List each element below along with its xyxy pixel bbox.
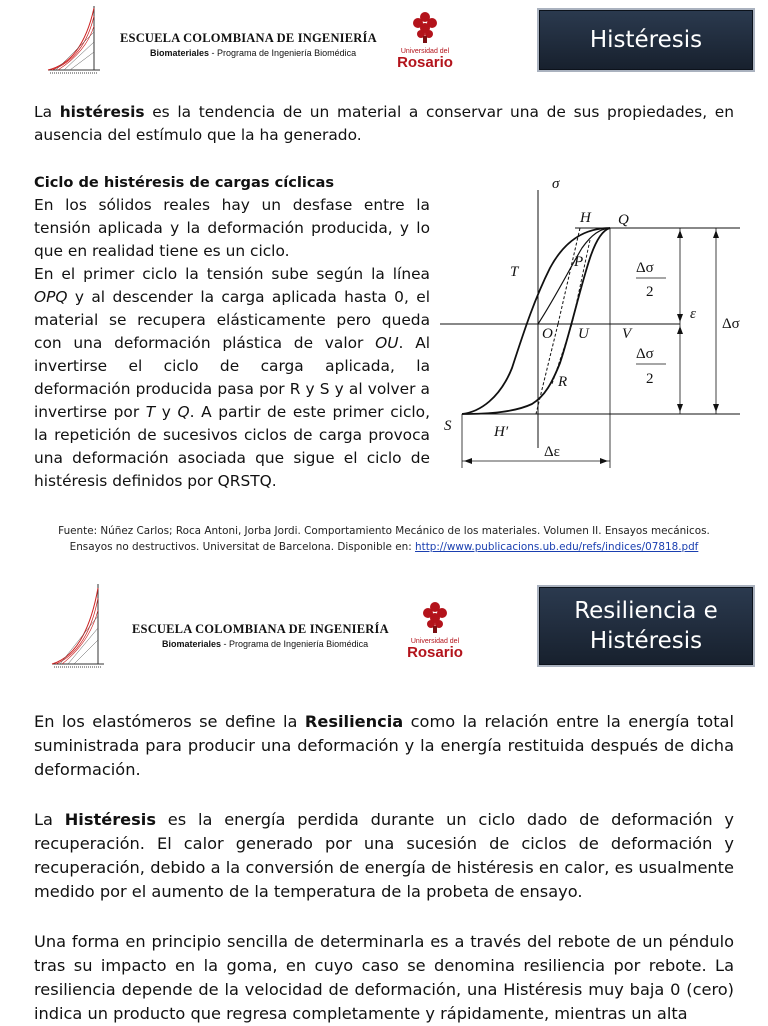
- source-line2: Ensayos no destructivos. Universitat de Barcelona. Disponible en: http://www.publicacions.ub.edu/refs/indices/07818.pdf: [69, 541, 699, 553]
- rosario-crest-icon: [394, 8, 456, 44]
- hysteresis-diagram: [440, 168, 760, 478]
- rosario-logo-2: Universidad del Rosario: [404, 598, 466, 660]
- escuela-logo: [42, 2, 104, 74]
- resiliencia-paragraph: En los elastómeros se define la Resiliencia como la relación entre la energía total suministrada para producir una deformación y la energía restituida después de dicha deformación.: [34, 712, 734, 779]
- school-subtitle-bold: Biomateriales: [150, 48, 210, 58]
- slide1-title: Histéresis: [589, 27, 703, 53]
- source-note: [20, 523, 748, 555]
- label-R: R: [558, 374, 568, 390]
- slide2-title-line1: Resiliencia e: [574, 598, 718, 624]
- label-dsigma-half-bot-den: 2: [646, 371, 654, 387]
- para1: En los sólidos reales hay un desfase entre la tensión aplicada y la deformación producida, y lo que en realidad tiene es un ciclo.: [34, 196, 430, 260]
- school-subtitle-2: Biomateriales - Programa de Ingeniería Biomédica: [162, 639, 369, 649]
- source-link[interactable]: http://www.publicacions.ub.edu/refs/indices/07818.pdf: [415, 541, 699, 553]
- slide1-title-box: [537, 8, 755, 72]
- label-S: S: [444, 418, 452, 434]
- school-name: ESCUELA COLOMBIANA DE INGENIERÍA: [120, 31, 377, 45]
- label-Hprime: H′: [494, 424, 509, 440]
- label-sigma: σ: [552, 176, 560, 192]
- loop-lower-curve: [462, 228, 610, 414]
- loop-upper-curve: [462, 228, 610, 414]
- slide2-title-line2: Histéresis: [589, 628, 703, 654]
- label-U: U: [578, 326, 589, 342]
- cycle-description: [34, 194, 430, 493]
- label-dsigma-half-top-den: 2: [646, 284, 654, 300]
- label-dsigma-half-bot-num: Δσ: [636, 346, 654, 362]
- first-loading-curve: [538, 228, 610, 324]
- label-dsigma: Δσ: [722, 316, 740, 332]
- rosario-crest-icon-2: [404, 598, 466, 634]
- source-line1: Fuente: Núñez Carlos; Roca Antoni, Jorba Jordi. Comportamiento Mecánico de los materiales. Volumen II. Ensayos mecánicos.: [58, 525, 710, 537]
- intro-paragraph: La histéresis es la tendencia de un material a conservar una de sus propiedades, en ausencia del estímulo que la ha generado.: [34, 103, 734, 144]
- school-subtitle: [150, 48, 356, 58]
- para2: En el primer ciclo la tensión sube según la línea OPQ y al descender la carga aplicada hasta 0, el material se recupera elásticamente pero queda con una deformación plástica de valor OU. Al invertirse el ciclo de carga aplicada, la deformación producida pasa por R y S y al volver a invertirse por T y Q. A partir de este primer ciclo, la repetición de sucesivos ciclos de carga provoca una deformación asociada que sigue el ciclo de histéresis definidos por QRSTQ.: [34, 265, 430, 490]
- rebote-paragraph: Una forma en principio sencilla de determinarla es a través del rebote de un péndulo tras su impacto en la goma, en cuyo caso se denomina resiliencia por rebote. La resiliencia depende de la velocidad de deformación, una Histéresis muy baja 0 (cero) indica un producto que regresa completamente y rápidamente, mientras un alta: [34, 932, 734, 1023]
- rosario-big-text: Rosario: [397, 54, 453, 71]
- label-dsigma-half-top-num: Δσ: [636, 260, 654, 276]
- slide1-header: [40, 0, 460, 80]
- section-title: Ciclo de histéresis de cargas cíclicas: [34, 174, 335, 191]
- label-H: H: [580, 210, 591, 226]
- slide2-title-box: [537, 585, 755, 667]
- label-Q: Q: [618, 212, 629, 228]
- label-delta-epsilon: Δε: [544, 444, 560, 460]
- rosario-small-text: Universidad del: [400, 48, 450, 55]
- label-epsilon: ε: [690, 306, 696, 322]
- slide2-header: [40, 580, 470, 670]
- label-V: V: [622, 326, 632, 342]
- intro-bold: histéresis: [59, 103, 145, 121]
- label-O: O: [542, 326, 553, 342]
- school-subtitle-rest: - Programa de Ingeniería Biomédica: [209, 48, 357, 58]
- rosario-logo: [394, 8, 456, 70]
- escuela-logo-2: [46, 580, 108, 670]
- label-P: P: [574, 254, 584, 270]
- school-name-2: ESCUELA COLOMBIANA DE INGENIERÍA: [132, 622, 389, 636]
- histeresis-paragraph: La Histéresis es la energía perdida durante un ciclo dado de deformación y recuperación. El calor generado por una sucesión de ciclos de deformación y recuperación, debido a la conversión de energía de histéresis en calor, es usualmente medido por el aumento de la temperatura de la probeta de ensayo.: [34, 810, 734, 901]
- label-T: T: [510, 264, 519, 280]
